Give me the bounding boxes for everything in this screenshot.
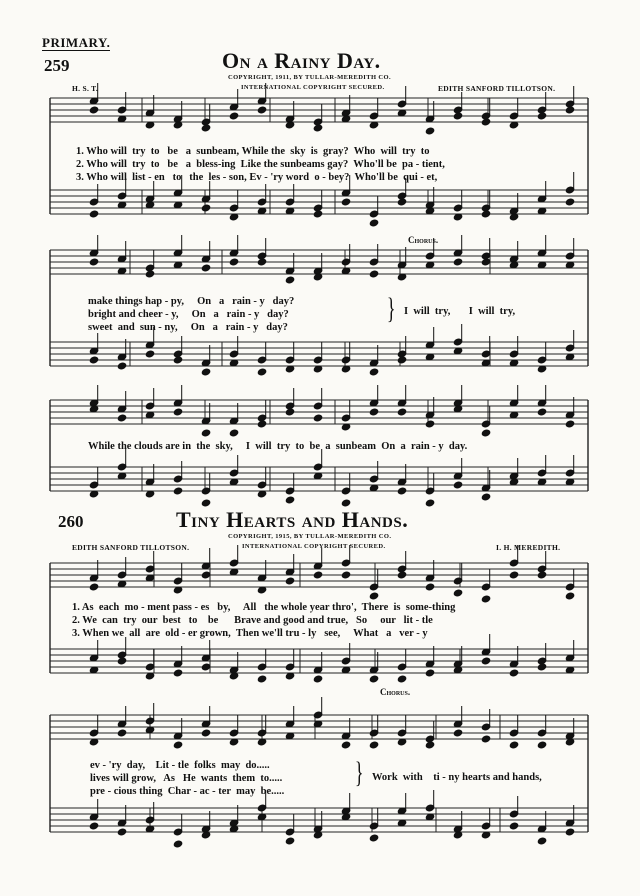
note-head bbox=[257, 368, 266, 376]
note-head bbox=[481, 258, 490, 266]
hymn-260-verse-1: 1. As each mo - ment pass - es by, All the whole year thro', There is some-thing bbox=[72, 602, 456, 613]
note-head bbox=[537, 741, 546, 749]
note-head bbox=[313, 124, 322, 132]
note-head bbox=[369, 408, 378, 416]
note-head bbox=[341, 198, 350, 206]
note-head bbox=[341, 571, 350, 579]
note-head bbox=[509, 741, 518, 749]
note-head bbox=[201, 729, 210, 737]
note-head bbox=[89, 822, 98, 830]
hymn-259-line2-verse-1: make things hap - py, On a rain - y day? bbox=[88, 296, 295, 307]
hymn-259-verse-1: 1. Who will try to be a sunbeam, While the sky is gray? Who will try to bbox=[76, 146, 430, 157]
note-head bbox=[481, 118, 490, 126]
hymn-260-line2-verse-1: ev - 'ry day, Lit - tle folks may do..... bbox=[90, 760, 270, 771]
note-head bbox=[341, 499, 350, 507]
note-head bbox=[229, 258, 238, 266]
note-head bbox=[481, 595, 490, 603]
note-head bbox=[481, 657, 490, 665]
note-head bbox=[257, 420, 266, 428]
note-head bbox=[369, 741, 378, 749]
hymn-260-number: 260 bbox=[58, 512, 84, 531]
note-head bbox=[537, 408, 546, 416]
note-head bbox=[117, 362, 126, 370]
note-head bbox=[537, 663, 546, 671]
note-head bbox=[369, 219, 378, 227]
note-head bbox=[565, 828, 574, 836]
verse-brace: } bbox=[386, 292, 396, 325]
note-head bbox=[453, 112, 462, 120]
note-head bbox=[257, 675, 266, 683]
hymn-259-author: EDITH SANFORD TILLOTSON. bbox=[438, 84, 556, 93]
note-head bbox=[89, 258, 98, 266]
hymn-260-copyright-line-1: COPYRIGHT, 1915, BY TULLAR-MEREDITH CO. bbox=[228, 533, 392, 540]
note-head bbox=[89, 583, 98, 591]
hymn-260-title: Tiny Hearts and Hands. bbox=[176, 507, 409, 532]
note-head bbox=[201, 499, 210, 507]
note-head bbox=[453, 481, 462, 489]
hymn-260-chorus-label: Chorus. bbox=[380, 687, 411, 697]
note-head bbox=[425, 583, 434, 591]
note-head bbox=[397, 571, 406, 579]
note-head bbox=[285, 837, 294, 845]
note-head bbox=[117, 414, 126, 422]
note-head bbox=[453, 729, 462, 737]
note-head bbox=[229, 112, 238, 120]
hymn-260-line2-verse-3: pre - cious thing Char - ac - ter may be..... bbox=[90, 786, 285, 797]
note-head bbox=[565, 106, 574, 114]
note-head bbox=[117, 657, 126, 665]
hymn-259-line3: While the clouds are in the sky, I will try to be a sunbeam On a rain - y day. bbox=[88, 441, 468, 452]
note-head bbox=[257, 258, 266, 266]
note-head bbox=[509, 571, 518, 579]
hymn-259-line2-verse-3: sweet and sun - ny, On a rain - y day? bbox=[88, 322, 288, 333]
note-head bbox=[565, 198, 574, 206]
note-head bbox=[565, 592, 574, 600]
note-head bbox=[145, 270, 154, 278]
note-head bbox=[285, 408, 294, 416]
note-head bbox=[481, 210, 490, 218]
note-head bbox=[285, 496, 294, 504]
note-head bbox=[173, 741, 182, 749]
verse-brace: } bbox=[354, 756, 364, 789]
note-head bbox=[425, 127, 434, 135]
note-head bbox=[201, 571, 210, 579]
hymn-260-author: EDITH SANFORD TILLOTSON. bbox=[72, 543, 190, 552]
note-head bbox=[173, 487, 182, 495]
note-head bbox=[537, 837, 546, 845]
hymn-260-verse-2: 2. We can try our best to be Brave and good and true, So our lit - tle bbox=[72, 615, 433, 626]
note-head bbox=[397, 675, 406, 683]
hymn-259-line2-verse-2: bright and cheer - y, On a rain - y day? bbox=[88, 309, 289, 320]
note-head bbox=[285, 577, 294, 585]
hymn-259-chorus-words: I will try, I will try, bbox=[404, 306, 516, 317]
note-head bbox=[481, 493, 490, 501]
note-head bbox=[117, 729, 126, 737]
note-head bbox=[425, 499, 434, 507]
note-head bbox=[285, 276, 294, 284]
note-head bbox=[369, 592, 378, 600]
note-head bbox=[173, 356, 182, 364]
note-head bbox=[453, 258, 462, 266]
note-head bbox=[201, 663, 210, 671]
note-head bbox=[425, 669, 434, 677]
note-head bbox=[397, 198, 406, 206]
section-label: PRIMARY. bbox=[42, 35, 111, 50]
note-head bbox=[313, 675, 322, 683]
note-head bbox=[453, 589, 462, 597]
note-head bbox=[145, 350, 154, 358]
note-head bbox=[201, 204, 210, 212]
note-head bbox=[509, 669, 518, 677]
note-head bbox=[257, 106, 266, 114]
hymn-260-line2-verse-2: lives will grow, As He wants them to..... bbox=[90, 773, 283, 784]
note-head bbox=[313, 414, 322, 422]
hymn-259-title: On a Rainy Day. bbox=[222, 48, 381, 73]
note-head bbox=[481, 429, 490, 437]
hymn-259-number: 259 bbox=[44, 56, 70, 75]
note-head bbox=[89, 210, 98, 218]
note-head bbox=[369, 675, 378, 683]
note-head bbox=[369, 368, 378, 376]
hymn-259-verse-2: 2. Who will try to be a bless-ing Like the sunbeams gay? Who'll be pa - tient, bbox=[76, 159, 445, 170]
note-head bbox=[117, 828, 126, 836]
note-head bbox=[565, 420, 574, 428]
note-head bbox=[173, 669, 182, 677]
note-head bbox=[537, 571, 546, 579]
note-head bbox=[201, 124, 210, 132]
note-head bbox=[341, 741, 350, 749]
hymn-260-chorus-words: Work with ti - ny hearts and hands, bbox=[372, 772, 542, 783]
hymn-259-copyright-line-2: INTERNATIONAL COPYRIGHT SECURED. bbox=[241, 84, 385, 91]
hymn-260-composer: I. H. MEREDITH. bbox=[496, 543, 561, 552]
note-head bbox=[313, 571, 322, 579]
note-head bbox=[201, 264, 210, 272]
hymn-260-copyright-line-2: INTERNATIONAL COPYRIGHT SECURED. bbox=[242, 543, 386, 550]
note-head bbox=[481, 735, 490, 743]
note-head bbox=[509, 822, 518, 830]
note-head bbox=[201, 368, 210, 376]
hymn-259-verse-3: 3. Who will list - en to the les - son, Ev - 'ry word o - bey? Who'll be qui - et, bbox=[76, 172, 438, 183]
note-head bbox=[425, 741, 434, 749]
note-head bbox=[229, 429, 238, 437]
note-head bbox=[369, 834, 378, 842]
note-head bbox=[397, 408, 406, 416]
note-head bbox=[397, 356, 406, 364]
note-head bbox=[425, 420, 434, 428]
note-head bbox=[313, 210, 322, 218]
note-head bbox=[173, 840, 182, 848]
hymn-260-verse-3: 3. When we all are old - er grown, Then we'll tru - ly see, What a ver - y bbox=[72, 628, 428, 639]
note-head bbox=[397, 487, 406, 495]
note-head bbox=[89, 356, 98, 364]
hymn-259-copyright-line-1: COPYRIGHT, 1911, BY TULLAR-MEREDITH CO. bbox=[228, 74, 392, 81]
note-head bbox=[537, 112, 546, 120]
note-head bbox=[369, 270, 378, 278]
note-head bbox=[201, 429, 210, 437]
hymn-259-composer: H. S. T. bbox=[72, 84, 99, 93]
hymn-259-chorus-label: Chorus. bbox=[408, 235, 439, 245]
note-head bbox=[89, 106, 98, 114]
note-head bbox=[173, 408, 182, 416]
